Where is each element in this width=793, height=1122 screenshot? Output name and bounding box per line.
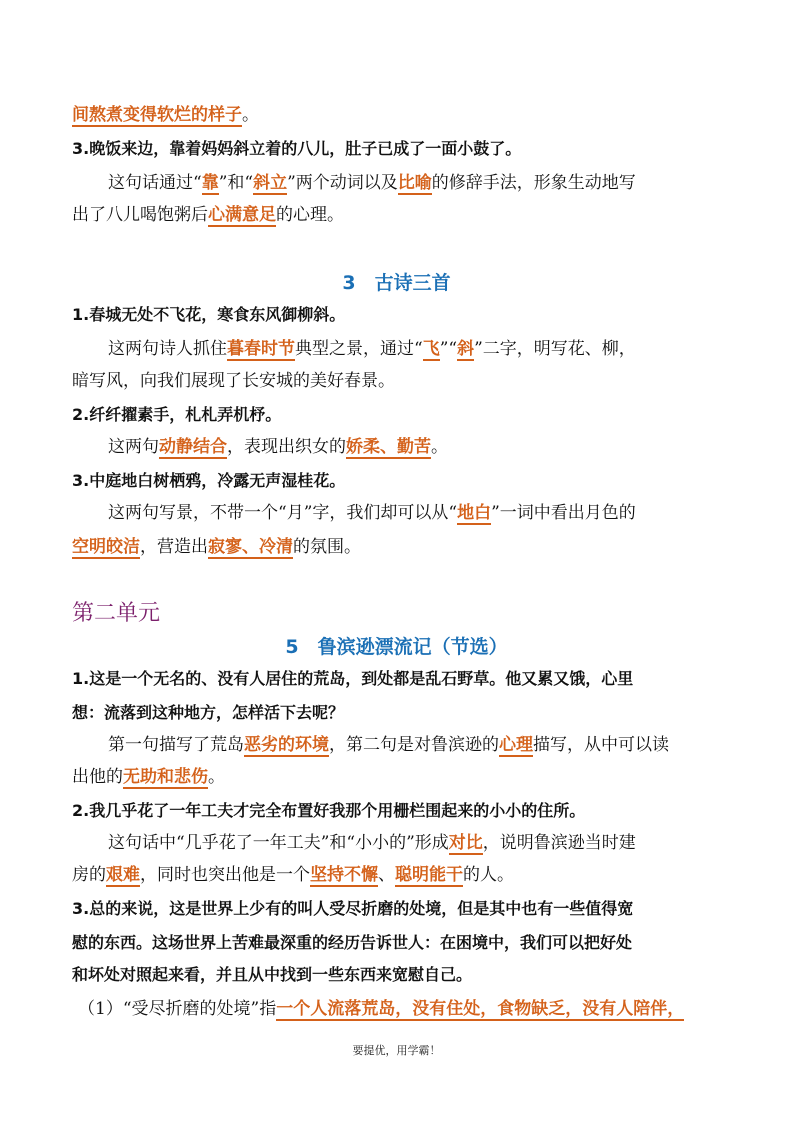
key-phrase: 地白 <box>457 503 492 523</box>
quote-sentence: 慰的东西。这场世界上苦难最深重的经历告诉世人：在困境中，我们可以把好处 <box>72 933 633 952</box>
key-phrase: 娇柔、勤苦 <box>346 437 431 457</box>
quote-sentence: 1.春城无处不飞花，寒食东风御柳斜。 <box>72 305 346 324</box>
quote-sentence: 2.我几乎花了一年工夫才完全布置好我那个用栅栏围起来的小小的住所。 <box>72 801 586 820</box>
quote-sentence: 想：流落到这种地方，怎样活下去呢？ <box>72 703 345 722</box>
key-phrase: 心满意足 <box>208 205 276 225</box>
section-title: 3 古诗三首 <box>342 272 451 294</box>
key-phrase: 斜 <box>457 339 475 359</box>
analysis-line: 这句话通过“靠”和“斜立”两个动词以及比喻的修辞手法，形象生动地写 <box>108 173 636 193</box>
analysis-line: 第一句描写了荒岛恶劣的环境，第二句是对鲁滨逊的心理描写，从中可以读 <box>108 735 669 755</box>
quote-sentence: 2.纤纤擢素手，札札弄机杼。 <box>72 405 282 424</box>
key-phrase: 心理 <box>499 735 533 755</box>
analysis-line: 这两句诗人抓住暮春时节典型之景，通过“飞”“斜”二字，明写花、柳， <box>108 339 636 359</box>
quote-sentence: 3.晚饭来边，靠着妈妈斜立着的八儿，肚子已成了一面小鼓了。 <box>72 139 522 158</box>
question-line: （1）“受尽折磨的处境”指一个人流落荒岛，没有住处，食物缺乏，没有人陪伴， <box>78 999 685 1019</box>
analysis-line: 这两句动静结合，表现出织女的娇柔、勤苦。 <box>108 437 448 457</box>
analysis-line: 出了八儿喝饱粥后心满意足的心理。 <box>72 205 344 225</box>
analysis-line: 暗写风，向我们展现了长安城的美好春景。 <box>72 371 395 391</box>
page-footer: 要提优，用学霸！ <box>352 1044 441 1057</box>
section-title: 5 鲁滨逊漂流记（节选） <box>285 636 508 658</box>
analysis-line: 这两句写景，不带一个“月”字，我们却可以从“地白”一词中看出月色的 <box>108 503 636 523</box>
quote-sentence: 1.这是一个无名的、没有人居住的荒岛，到处都是乱石野草。他又累又饿，心里 <box>72 669 634 688</box>
quote-sentence: 3.总的来说，这是世界上少有的叫人受尽折磨的处境，但是其中也有一些值得宽 <box>72 899 634 918</box>
key-phrase: 空明皎洁 <box>72 537 140 557</box>
key-phrase: 动静结合 <box>159 437 227 457</box>
quote-sentence: 和坏处对照起来看，并且从中找到一些东西来宽慰自己。 <box>72 965 473 984</box>
key-phrase: 寂寥、冷清 <box>208 537 293 557</box>
key-phrase: 暮春时节 <box>227 339 295 359</box>
text-line: 间熬煮变得软烂的样子。 <box>72 105 259 125</box>
key-phrase: 一个人流落荒岛，没有住处，食物缺乏，没有人陪伴， <box>276 999 685 1019</box>
key-phrase: 斜立 <box>253 173 288 193</box>
analysis-line: 空明皎洁，营造出寂寥、冷清的氛围。 <box>72 537 361 557</box>
key-phrase: 艰难 <box>106 865 140 885</box>
quote-sentence: 3.中庭地白树栖鸦，冷露无声湿桂花。 <box>72 471 346 490</box>
unit-title: 第二单元 <box>72 601 161 626</box>
key-phrase: 无助和悲伤 <box>123 767 208 787</box>
key-phrase: 恶劣的环境 <box>244 735 329 755</box>
analysis-line: 出他的无助和悲伤。 <box>72 767 225 787</box>
key-phrase: 靠 <box>201 173 219 193</box>
key-phrase: 飞 <box>422 339 440 359</box>
key-phrase: 聪明能干 <box>395 865 463 885</box>
key-phrase: 比喻 <box>397 173 432 193</box>
key-phrase: 坚持不懈 <box>310 865 378 885</box>
key-phrase: 间熬煮变得软烂的样子 <box>72 105 242 125</box>
key-phrase: 对比 <box>448 833 483 853</box>
analysis-line: 这句话中“几乎花了一年工夫”和“小小的”形成对比，说明鲁滨逊当时建 <box>108 833 636 853</box>
analysis-line: 房的艰难，同时也突出他是一个坚持不懈、聪明能干的人。 <box>72 865 514 885</box>
